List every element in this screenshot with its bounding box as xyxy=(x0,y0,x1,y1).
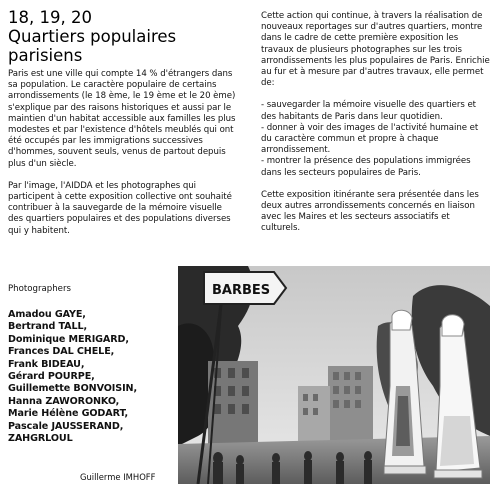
title-line-1: 18, 19, 20 xyxy=(8,8,92,27)
intro-paragraph: Paris est une ville qui compte 14 % d'étrangers dans sa population. Le caractère populaire de certains arrondissements (le 18 ème, le 19 ème et le 20 ème) s'explique par des raisons historiques et aussi par le maintien d'un habitat accessible aux familles les plus modestes et par l'existence d'hôtels meublés qui ont été occupés par les immigrations successives d'hommes, souvent seuls, venus de partout depuis plus d'un siècle. xyxy=(8,69,236,169)
photographer-name: Bertrand TALL, xyxy=(8,321,88,333)
right-column xyxy=(261,8,491,235)
street-photograph xyxy=(178,266,490,484)
photographer-name: ZAHGRLOUL xyxy=(8,433,73,445)
sign-text: BARBES xyxy=(212,283,271,298)
bullet-item-1: - sauvegarder la mémoire visuelle des quartiers et des habitants de Paris dans leur quotidien. xyxy=(261,100,477,122)
article-title xyxy=(8,8,236,65)
photographer-name: Pascale JAUSSERAND, xyxy=(8,420,124,432)
photographers-list xyxy=(8,309,178,445)
photographer-name: Hanna ZAWORONKO, xyxy=(8,395,120,407)
bullet-item-3: - montrer la présence des populations immigrées dans les secteurs populaires de Paris. xyxy=(261,156,471,178)
photographer-name: Gérard POURPE, xyxy=(8,371,95,383)
photographer-name: Amadou GAYE, xyxy=(8,309,86,320)
photographer-name: Marie Hélène GODART, xyxy=(8,408,129,420)
image-paragraph: Par l'image, l'AIDDA et les photographes qui participent à cette exposition collective ont souhaité contribuer à la sauvegarde de la mémoire visuelle des quartiers populaires et des populations diverses qui y habitent. xyxy=(8,180,232,236)
photographer-name: Frank BIDEAU, xyxy=(8,358,85,370)
bullet-list xyxy=(261,100,491,178)
photographer-name: Dominique MERIGARD, xyxy=(8,333,129,345)
barbes-sign xyxy=(204,272,286,304)
photo-credit: Guillerme IMHOFF xyxy=(80,472,156,482)
action-paragraph: Cette action qui continue, à travers la réalisation de nouveaux reportages sur d'autres quartiers, montre dans le cadre de cette première exposition les travaux de plusieurs photographes sur les trois arrondissements les plus populaires de Paris. Enrichie au fur et à mesure par d'autres travaux, elle permet de: xyxy=(261,11,490,89)
bullet-item-2: - donner à voir des images de l'activité humaine et du caractère commun et propre à chaque arrondissement. xyxy=(261,122,479,156)
title-line-2: Quartiers populaires xyxy=(8,27,177,46)
photographers-heading: Photographers xyxy=(8,284,71,294)
left-column xyxy=(8,8,236,237)
street-photo-drawing xyxy=(178,266,490,484)
photographer-name: Frances DAL CHELE, xyxy=(8,346,115,358)
title-line-3: parisiens xyxy=(8,46,83,65)
itinerant-paragraph: Cette exposition itinérante sera présentée dans les deux autres arrondissements concernés en liaison avec les Maires et les secteurs associatifs et culturels. xyxy=(261,189,479,234)
photographer-name: Guillemette BONVOISIN, xyxy=(8,383,138,395)
